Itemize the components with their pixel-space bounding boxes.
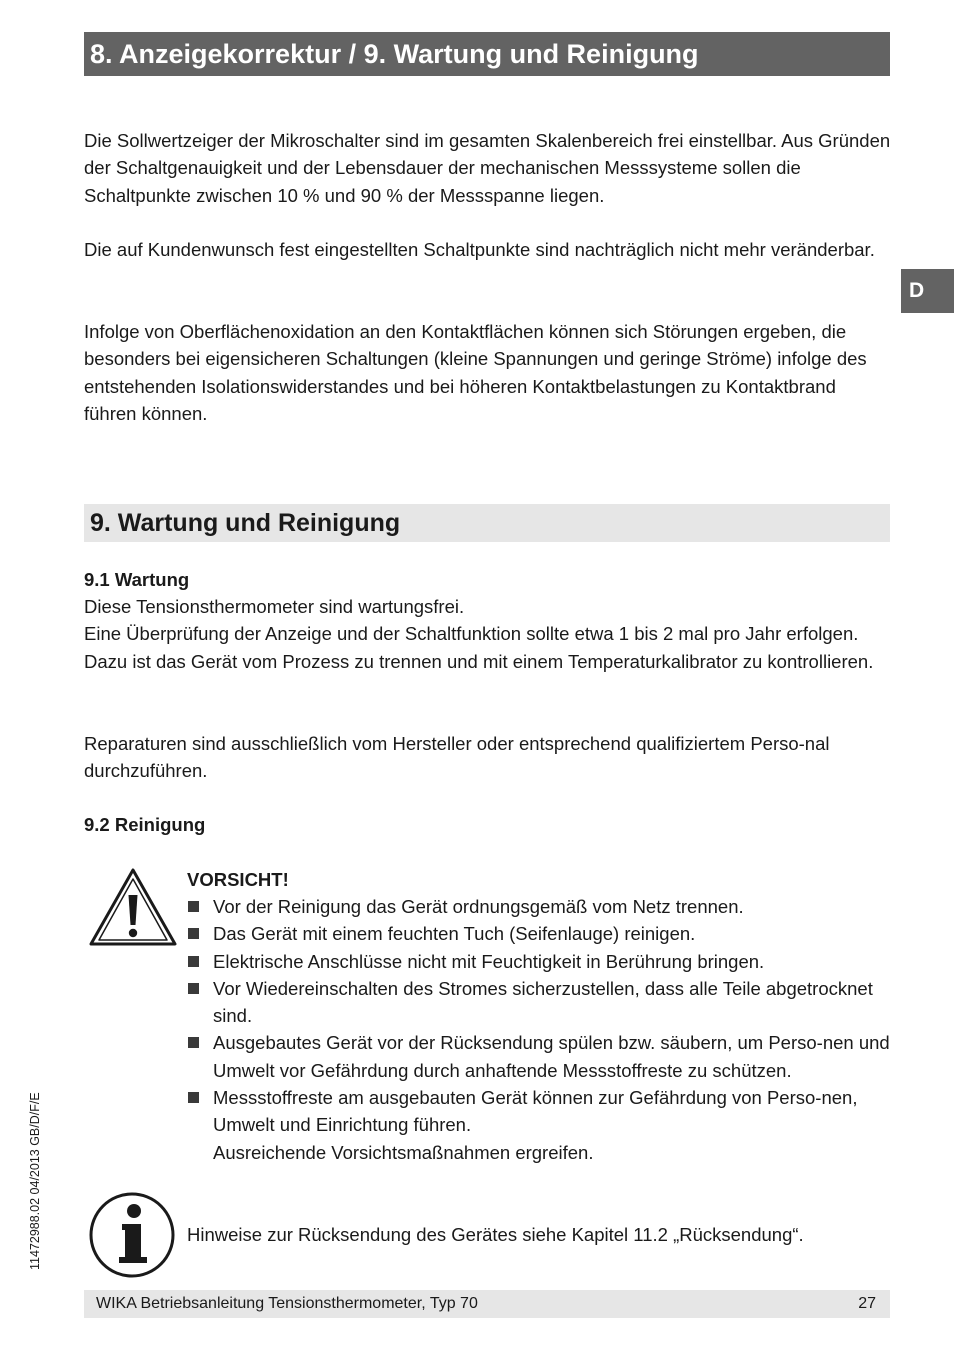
paragraph-wartung: Diese Tensionsthermometer sind wartungsfrei. Eine Überprüfung der Anzeige und der Schaltfunktion sollte etwa 1 bis 2 mal pro Jahr erfolgen. Dazu ist das Gerät vom Prozess zu trennen und mit einem Temperaturkalibrator zu kontrollieren. — [84, 596, 874, 672]
bullet-square-icon — [188, 983, 199, 994]
page-number: 27 — [858, 1295, 876, 1312]
caution-item: Ausgebautes Gerät vor der Rücksendung spülen bzw. säubern, um Perso-nen und Umwelt vor Gefährdung durch anhaftende Messstoffreste zu schützen. — [187, 1029, 892, 1084]
caution-item: Vor Wiedereinschalten des Stromes sicherzustellen, dass alle Teile abgetrocknet sind. — [187, 975, 892, 1030]
document-code: 11472988.02 04/2013 GB/D/F/E — [28, 1092, 42, 1270]
section9-header: 9. Wartung und Reinigung — [84, 504, 890, 542]
paragraph-repairs: Reparaturen sind ausschließlich vom Hersteller oder entsprechend qualifiziertem Perso-nal durchzuführen. — [84, 733, 830, 782]
caution-item: Messstoffreste am ausgebauten Gerät können zur Gefährdung von Perso-nen, Umwelt und Einrichtung führen. Ausreichende Vorsichtsmaßnahmen ergreifen. — [187, 1084, 892, 1166]
info-circle-icon — [88, 1191, 176, 1279]
return-note: Hinweise zur Rücksendung des Gerätes siehe Kapitel 11.2 „Rücksendung“. — [187, 1224, 804, 1245]
section-header: 8. Anzeigekorrektur / 9. Wartung und Reinigung — [84, 32, 890, 76]
subsection-reinigung-title: 9.2 Reinigung — [84, 814, 206, 835]
caution-item: Vor der Reinigung das Gerät ordnungsgemäß vom Netz trennen. — [187, 893, 892, 920]
footer-title: WIKA Betriebsanleitung Tensionsthermometer, Typ 70 — [96, 1295, 478, 1312]
caution-item: Elektrische Anschlüsse nicht mit Feuchtigkeit in Berührung bringen. — [187, 948, 892, 975]
paragraph-fixed-setpoints: Die auf Kundenwunsch fest eingestellten Schaltpunkte sind nachträglich nicht mehr veränderbar. — [84, 239, 875, 260]
subsection-wartung-title: 9.1 Wartung — [84, 569, 190, 590]
page-footer — [84, 1290, 890, 1318]
bullet-square-icon — [188, 901, 199, 912]
warning-triangle-icon — [88, 867, 178, 947]
caution-item: Das Gerät mit einem feuchten Tuch (Seifenlauge) reinigen. — [187, 920, 892, 947]
bullet-square-icon — [188, 1037, 199, 1048]
bullet-square-icon — [188, 956, 199, 967]
caution-list — [187, 893, 892, 1166]
bullet-square-icon — [188, 928, 199, 939]
paragraph-setpoints: Die Sollwertzeiger der Mikroschalter sind im gesamten Skalenbereich frei einstellbar. Aus Gründen der Schaltgenauigkeit und der Lebensdauer der mechanischen Messsysteme sollen die Schaltpunkte zwischen 10 % und 90 % der Messspanne liegen. — [84, 130, 891, 206]
language-tab[interactable]: D — [901, 269, 954, 313]
caution-title: VORSICHT! — [187, 869, 289, 890]
bullet-square-icon — [188, 1092, 199, 1103]
paragraph-oxidation: Infolge von Oberflächenoxidation an den Kontaktflächen können sich Störungen ergeben, die besonders bei eigensicheren Schaltungen (kleine Spannungen und geringe Ströme) infolge des entstehenden Isolationswiderstandes und bei höheren Kontaktbelastungen zu Kontaktbrand führen können. — [84, 321, 867, 424]
